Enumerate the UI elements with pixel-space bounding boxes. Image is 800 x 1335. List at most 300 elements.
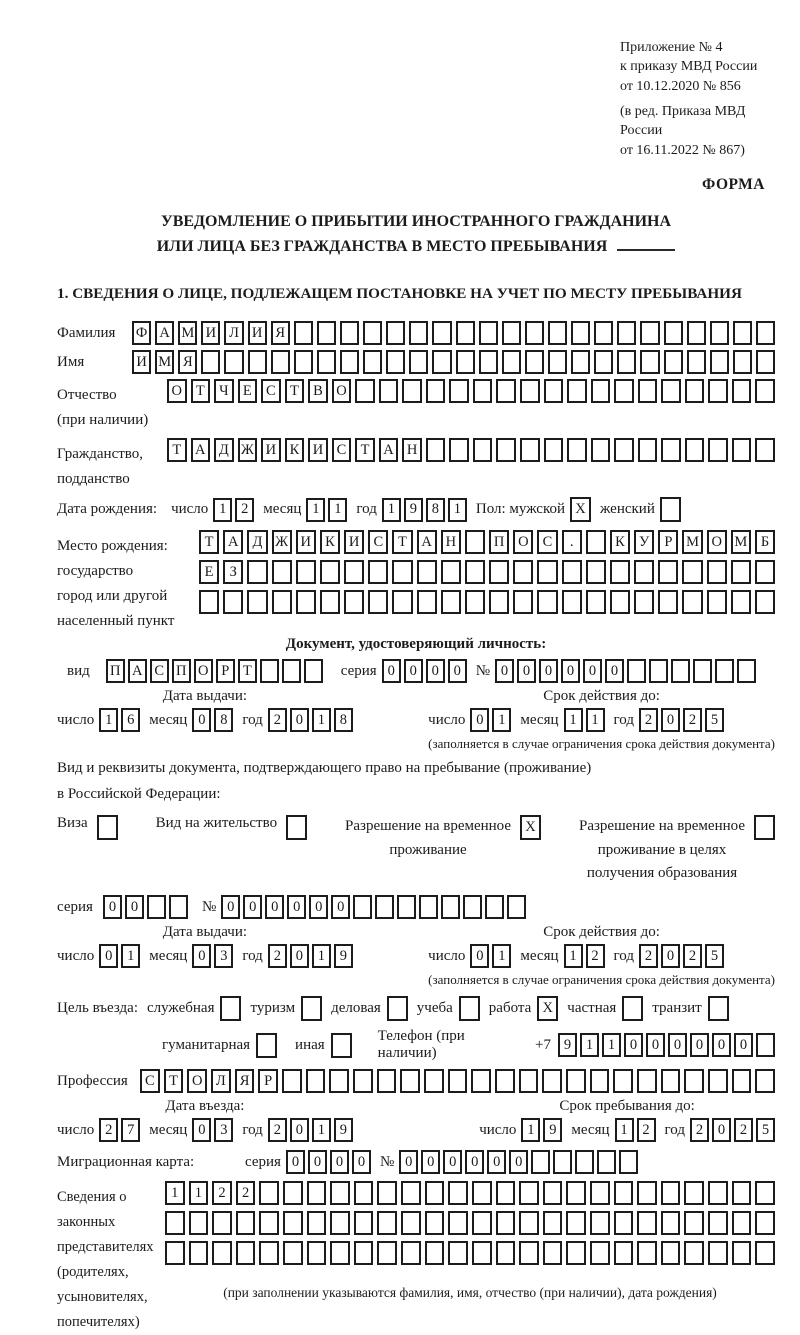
char-cell[interactable] [459, 996, 480, 1021]
char-cell[interactable] [286, 815, 307, 840]
char-cell[interactable] [448, 1069, 468, 1093]
char-cell[interactable] [687, 350, 706, 374]
char-cell[interactable] [386, 350, 405, 374]
char-cell[interactable] [661, 1181, 681, 1205]
char-cell[interactable] [247, 560, 267, 584]
char-cell[interactable] [402, 379, 422, 403]
char-cell[interactable] [562, 560, 582, 584]
char-cell[interactable] [566, 1211, 586, 1235]
char-cell[interactable] [496, 1241, 516, 1265]
patronymic-cells[interactable] [167, 379, 775, 403]
representatives-cells-row2[interactable] [165, 1211, 775, 1235]
char-cell[interactable]: П [106, 659, 125, 683]
char-cell[interactable] [236, 1211, 256, 1235]
char-cell[interactable] [537, 560, 557, 584]
char-cell[interactable] [591, 438, 611, 462]
char-cell[interactable]: 0 [382, 659, 401, 683]
char-cell[interactable] [330, 1241, 350, 1265]
char-cell[interactable] [353, 1069, 373, 1093]
identity-expiry-month[interactable] [564, 708, 605, 732]
birth-year-cells[interactable] [382, 498, 467, 522]
char-cell[interactable]: 0 [192, 944, 211, 968]
char-cell[interactable]: 1 [213, 498, 232, 522]
char-cell[interactable] [640, 321, 659, 345]
char-cell[interactable] [525, 321, 544, 345]
char-cell[interactable] [212, 1241, 232, 1265]
char-cell[interactable] [586, 560, 606, 584]
char-cell[interactable]: 1 [312, 1118, 331, 1142]
char-cell[interactable]: 0 [661, 944, 680, 968]
char-cell[interactable] [586, 590, 606, 614]
char-cell[interactable]: 0 [99, 944, 118, 968]
residence-number-cells[interactable] [221, 895, 526, 919]
char-cell[interactable]: С [368, 530, 388, 554]
char-cell[interactable]: 5 [756, 1118, 775, 1142]
char-cell[interactable] [329, 1069, 349, 1093]
char-cell[interactable] [317, 350, 336, 374]
profession-cells[interactable] [140, 1069, 775, 1093]
char-cell[interactable] [664, 350, 683, 374]
char-cell[interactable] [236, 1241, 256, 1265]
char-cell[interactable] [320, 590, 340, 614]
char-cell[interactable]: 2 [683, 708, 702, 732]
char-cell[interactable]: С [150, 659, 169, 683]
char-cell[interactable]: М [731, 530, 751, 554]
char-cell[interactable] [687, 321, 706, 345]
char-cell[interactable]: 9 [334, 1118, 353, 1142]
char-cell[interactable] [519, 1181, 539, 1205]
char-cell[interactable] [567, 438, 587, 462]
char-cell[interactable]: 0 [465, 1150, 484, 1174]
stay-day[interactable] [521, 1118, 562, 1142]
char-cell[interactable] [489, 590, 509, 614]
char-cell[interactable] [562, 590, 582, 614]
char-cell[interactable]: 2 [268, 944, 287, 968]
char-cell[interactable] [212, 1211, 232, 1235]
char-cell[interactable] [684, 1211, 704, 1235]
char-cell[interactable]: 0 [221, 895, 240, 919]
char-cell[interactable]: 7 [121, 1118, 140, 1142]
char-cell[interactable]: М [178, 321, 197, 345]
char-cell[interactable] [472, 1241, 492, 1265]
char-cell[interactable] [473, 379, 493, 403]
birth-month-cells[interactable] [306, 498, 347, 522]
char-cell[interactable]: Т [191, 379, 211, 403]
char-cell[interactable] [260, 659, 279, 683]
char-cell[interactable]: 0 [646, 1033, 665, 1057]
char-cell[interactable]: О [707, 530, 727, 554]
char-cell[interactable]: Т [392, 530, 412, 554]
char-cell[interactable] [368, 590, 388, 614]
char-cell[interactable] [614, 1241, 634, 1265]
char-cell[interactable]: 2 [268, 708, 287, 732]
char-cell[interactable]: И [308, 438, 328, 462]
char-cell[interactable]: 1 [328, 498, 347, 522]
char-cell[interactable]: 5 [705, 944, 724, 968]
char-cell[interactable] [586, 530, 606, 554]
sex-female-checkbox[interactable] [660, 497, 681, 522]
char-cell[interactable] [282, 659, 301, 683]
surname-cells[interactable] [132, 321, 775, 345]
char-cell[interactable] [189, 1241, 209, 1265]
char-cell[interactable] [330, 1211, 350, 1235]
char-cell[interactable] [282, 1069, 302, 1093]
char-cell[interactable]: Л [224, 321, 243, 345]
char-cell[interactable]: 0 [734, 1033, 753, 1057]
char-cell[interactable]: И [248, 321, 267, 345]
char-cell[interactable] [575, 1150, 594, 1174]
char-cell[interactable]: 8 [214, 708, 233, 732]
char-cell[interactable] [684, 1181, 704, 1205]
char-cell[interactable]: Р [216, 659, 235, 683]
char-cell[interactable]: 0 [605, 659, 624, 683]
char-cell[interactable] [755, 379, 775, 403]
char-cell[interactable] [465, 530, 485, 554]
char-cell[interactable]: О [513, 530, 533, 554]
char-cell[interactable] [590, 1181, 610, 1205]
char-cell[interactable] [296, 560, 316, 584]
purpose-checkbox-sluzhebnaya[interactable] [220, 996, 241, 1021]
char-cell[interactable]: 8 [334, 708, 353, 732]
char-cell[interactable]: К [610, 530, 630, 554]
char-cell[interactable]: И [296, 530, 316, 554]
char-cell[interactable] [496, 379, 516, 403]
char-cell[interactable] [97, 815, 118, 840]
char-cell[interactable] [259, 1181, 279, 1205]
char-cell[interactable] [401, 1181, 421, 1205]
identity-seriya-cells[interactable] [382, 659, 467, 683]
char-cell[interactable] [755, 1069, 775, 1093]
char-cell[interactable] [543, 1181, 563, 1205]
char-cell[interactable] [708, 379, 728, 403]
birth-day-cells[interactable] [213, 498, 254, 522]
char-cell[interactable] [597, 1150, 616, 1174]
char-cell[interactable]: З [223, 560, 243, 584]
representatives-cells-row3[interactable] [165, 1241, 775, 1265]
birthplace-cells-row3[interactable] [199, 590, 775, 614]
char-cell[interactable] [165, 1241, 185, 1265]
char-cell[interactable]: 0 [286, 1150, 305, 1174]
char-cell[interactable] [307, 1241, 327, 1265]
char-cell[interactable]: 1 [312, 944, 331, 968]
char-cell[interactable] [189, 1211, 209, 1235]
purpose-checkbox-ucheba[interactable] [459, 996, 480, 1021]
char-cell[interactable]: 0 [265, 895, 284, 919]
char-cell[interactable]: Я [178, 350, 197, 374]
entry-day[interactable] [99, 1118, 140, 1142]
char-cell[interactable] [317, 321, 336, 345]
char-cell[interactable] [733, 350, 752, 374]
char-cell[interactable] [519, 1241, 539, 1265]
char-cell[interactable] [425, 1241, 445, 1265]
char-cell[interactable] [634, 590, 654, 614]
char-cell[interactable] [519, 1069, 539, 1093]
stay-month[interactable] [615, 1118, 656, 1142]
citizenship-cells[interactable] [167, 438, 775, 462]
char-cell[interactable] [754, 815, 775, 840]
char-cell[interactable] [449, 438, 469, 462]
char-cell[interactable]: В [308, 379, 328, 403]
char-cell[interactable] [377, 1241, 397, 1265]
char-cell[interactable] [473, 438, 493, 462]
char-cell[interactable]: 0 [487, 1150, 506, 1174]
char-cell[interactable]: 2 [268, 1118, 287, 1142]
char-cell[interactable]: 0 [509, 1150, 528, 1174]
char-cell[interactable] [419, 895, 438, 919]
char-cell[interactable] [502, 321, 521, 345]
char-cell[interactable] [294, 350, 313, 374]
char-cell[interactable]: Д [247, 530, 267, 554]
char-cell[interactable] [637, 1181, 657, 1205]
char-cell[interactable] [737, 659, 756, 683]
char-cell[interactable] [553, 1150, 572, 1174]
char-cell[interactable] [614, 438, 634, 462]
char-cell[interactable] [566, 1069, 586, 1093]
char-cell[interactable] [708, 1069, 728, 1093]
char-cell[interactable]: О [194, 659, 213, 683]
char-cell[interactable]: 0 [668, 1033, 687, 1057]
char-cell[interactable] [409, 350, 428, 374]
char-cell[interactable]: 0 [583, 659, 602, 683]
char-cell[interactable]: Е [238, 379, 258, 403]
vid-cells[interactable] [106, 659, 323, 683]
char-cell[interactable] [496, 438, 516, 462]
purpose-checkbox-gumanitarnaya[interactable] [256, 1033, 277, 1058]
char-cell[interactable] [485, 895, 504, 919]
char-cell[interactable]: 0 [426, 659, 445, 683]
purpose-checkbox-delovaya[interactable] [387, 996, 408, 1021]
char-cell[interactable] [567, 379, 587, 403]
char-cell[interactable]: 0 [448, 659, 467, 683]
char-cell[interactable] [401, 1211, 421, 1235]
char-cell[interactable]: 8 [426, 498, 445, 522]
char-cell[interactable]: 1 [521, 1118, 540, 1142]
char-cell[interactable] [272, 590, 292, 614]
purpose-checkbox-tranzit[interactable] [708, 996, 729, 1021]
char-cell[interactable] [259, 1211, 279, 1235]
char-cell[interactable] [756, 321, 775, 345]
char-cell[interactable] [392, 560, 412, 584]
char-cell[interactable]: К [320, 530, 340, 554]
identity-issue-day[interactable] [99, 708, 140, 732]
char-cell[interactable] [520, 438, 540, 462]
char-cell[interactable]: 1 [586, 708, 605, 732]
char-cell[interactable] [571, 350, 590, 374]
char-cell[interactable] [684, 1241, 704, 1265]
char-cell[interactable] [344, 560, 364, 584]
char-cell[interactable] [661, 379, 681, 403]
char-cell[interactable]: 0 [399, 1150, 418, 1174]
char-cell[interactable]: 0 [561, 659, 580, 683]
char-cell[interactable]: 0 [309, 895, 328, 919]
char-cell[interactable] [223, 590, 243, 614]
char-cell[interactable] [684, 1069, 704, 1093]
char-cell[interactable]: А [223, 530, 243, 554]
char-cell[interactable] [409, 321, 428, 345]
char-cell[interactable]: Я [235, 1069, 255, 1093]
char-cell[interactable] [658, 560, 678, 584]
char-cell[interactable] [496, 1181, 516, 1205]
char-cell[interactable] [448, 1181, 468, 1205]
char-cell[interactable]: 1 [564, 708, 583, 732]
char-cell[interactable] [379, 379, 399, 403]
char-cell[interactable] [685, 438, 705, 462]
char-cell[interactable] [732, 1181, 752, 1205]
char-cell[interactable] [496, 1211, 516, 1235]
char-cell[interactable]: 2 [586, 944, 605, 968]
char-cell[interactable] [307, 1211, 327, 1235]
char-cell[interactable] [708, 1241, 728, 1265]
char-cell[interactable]: 0 [421, 1150, 440, 1174]
char-cell[interactable] [417, 560, 437, 584]
char-cell[interactable] [259, 1241, 279, 1265]
char-cell[interactable]: 0 [125, 895, 144, 919]
char-cell[interactable] [449, 379, 469, 403]
char-cell[interactable]: Ч [214, 379, 234, 403]
char-cell[interactable]: Т [167, 438, 187, 462]
char-cell[interactable]: Б [755, 530, 775, 554]
identity-number-cells[interactable] [495, 659, 756, 683]
char-cell[interactable]: 9 [404, 498, 423, 522]
char-cell[interactable]: Ф [132, 321, 151, 345]
char-cell[interactable] [441, 560, 461, 584]
char-cell[interactable] [732, 1069, 752, 1093]
char-cell[interactable] [548, 321, 567, 345]
char-cell[interactable]: 0 [517, 659, 536, 683]
char-cell[interactable] [590, 1211, 610, 1235]
birthplace-cells-row2[interactable] [199, 560, 775, 584]
purpose-checkbox-turizm[interactable] [301, 996, 322, 1021]
char-cell[interactable] [671, 659, 690, 683]
char-cell[interactable]: X [537, 996, 558, 1021]
purpose-checkbox-rabota[interactable] [537, 996, 558, 1021]
char-cell[interactable] [400, 1069, 420, 1093]
birthplace-cells-row1[interactable] [199, 530, 775, 554]
char-cell[interactable]: А [191, 438, 211, 462]
rvp-checkbox[interactable] [520, 815, 541, 840]
char-cell[interactable] [710, 321, 729, 345]
char-cell[interactable] [755, 438, 775, 462]
char-cell[interactable] [426, 438, 446, 462]
char-cell[interactable] [640, 350, 659, 374]
char-cell[interactable] [520, 379, 540, 403]
char-cell[interactable] [637, 1211, 657, 1235]
char-cell[interactable]: 1 [448, 498, 467, 522]
char-cell[interactable]: 0 [308, 1150, 327, 1174]
char-cell[interactable]: Ж [272, 530, 292, 554]
char-cell[interactable] [448, 1241, 468, 1265]
char-cell[interactable] [756, 350, 775, 374]
char-cell[interactable] [294, 321, 313, 345]
char-cell[interactable] [248, 350, 267, 374]
entry-year[interactable] [268, 1118, 353, 1142]
char-cell[interactable] [733, 321, 752, 345]
char-cell[interactable] [441, 590, 461, 614]
char-cell[interactable]: 2 [639, 944, 658, 968]
char-cell[interactable]: М [155, 350, 174, 374]
char-cell[interactable]: Т [238, 659, 257, 683]
char-cell[interactable]: О [332, 379, 352, 403]
char-cell[interactable] [456, 350, 475, 374]
char-cell[interactable]: 6 [121, 708, 140, 732]
char-cell[interactable]: 1 [580, 1033, 599, 1057]
char-cell[interactable]: А [128, 659, 147, 683]
char-cell[interactable]: А [155, 321, 174, 345]
char-cell[interactable] [591, 379, 611, 403]
char-cell[interactable]: 0 [661, 708, 680, 732]
char-cell[interactable]: Ж [238, 438, 258, 462]
char-cell[interactable] [224, 350, 243, 374]
migration-seriya-cells[interactable] [286, 1150, 371, 1174]
char-cell[interactable]: 1 [492, 708, 511, 732]
char-cell[interactable] [448, 1211, 468, 1235]
char-cell[interactable] [708, 1211, 728, 1235]
char-cell[interactable] [331, 1033, 352, 1058]
char-cell[interactable] [617, 321, 636, 345]
char-cell[interactable] [306, 1069, 326, 1093]
char-cell[interactable] [199, 590, 219, 614]
char-cell[interactable] [463, 895, 482, 919]
identity-issue-year[interactable] [268, 708, 353, 732]
char-cell[interactable] [169, 895, 188, 919]
char-cell[interactable] [465, 560, 485, 584]
char-cell[interactable] [755, 1211, 775, 1235]
char-cell[interactable] [566, 1181, 586, 1205]
char-cell[interactable] [425, 1211, 445, 1235]
char-cell[interactable]: 1 [189, 1181, 209, 1205]
char-cell[interactable]: Р [258, 1069, 278, 1093]
char-cell[interactable] [613, 1069, 633, 1093]
char-cell[interactable] [397, 895, 416, 919]
char-cell[interactable]: 2 [212, 1181, 232, 1205]
residence-issue-month[interactable] [192, 944, 233, 968]
char-cell[interactable]: Я [271, 321, 290, 345]
char-cell[interactable] [732, 1211, 752, 1235]
char-cell[interactable] [472, 1211, 492, 1235]
char-cell[interactable] [525, 350, 544, 374]
char-cell[interactable]: 0 [539, 659, 558, 683]
char-cell[interactable]: И [132, 350, 151, 374]
char-cell[interactable] [471, 1069, 491, 1093]
char-cell[interactable]: 0 [192, 1118, 211, 1142]
char-cell[interactable]: 0 [712, 1033, 731, 1057]
char-cell[interactable] [344, 590, 364, 614]
char-cell[interactable] [542, 1069, 562, 1093]
char-cell[interactable] [710, 350, 729, 374]
char-cell[interactable] [566, 1241, 586, 1265]
char-cell[interactable] [256, 1033, 277, 1058]
char-cell[interactable]: И [201, 321, 220, 345]
char-cell[interactable] [271, 350, 290, 374]
char-cell[interactable] [307, 1181, 327, 1205]
char-cell[interactable] [147, 895, 166, 919]
char-cell[interactable]: 2 [690, 1118, 709, 1142]
char-cell[interactable]: 2 [236, 1181, 256, 1205]
char-cell[interactable]: К [285, 438, 305, 462]
char-cell[interactable] [708, 1181, 728, 1205]
char-cell[interactable] [165, 1211, 185, 1235]
char-cell[interactable] [732, 1241, 752, 1265]
char-cell[interactable]: 1 [306, 498, 325, 522]
visa-checkbox[interactable] [97, 815, 118, 840]
identity-expiry-day[interactable] [470, 708, 511, 732]
char-cell[interactable] [543, 1211, 563, 1235]
entry-month[interactable] [192, 1118, 233, 1142]
char-cell[interactable] [614, 1181, 634, 1205]
char-cell[interactable] [693, 659, 712, 683]
char-cell[interactable]: 1 [312, 708, 331, 732]
char-cell[interactable] [594, 350, 613, 374]
